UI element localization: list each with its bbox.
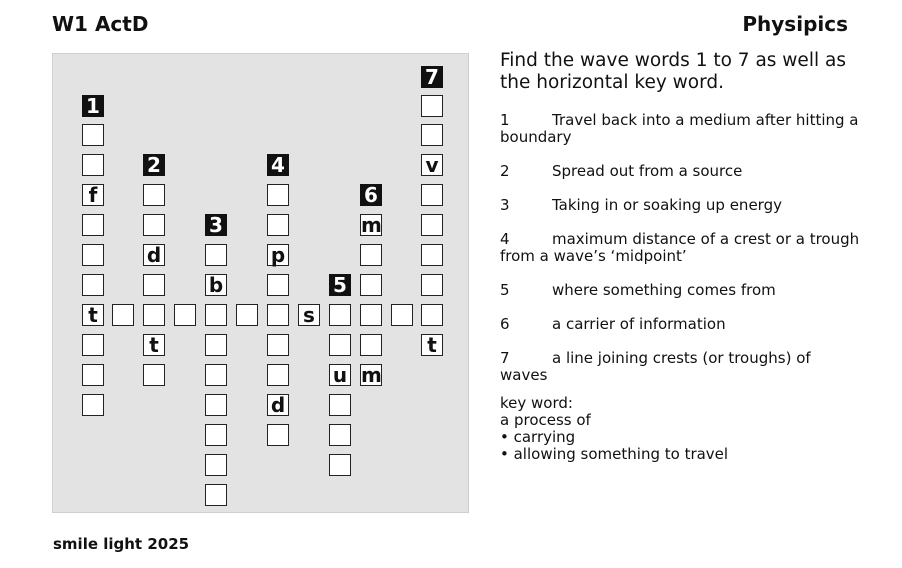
- clue-number: 1: [500, 111, 510, 129]
- crossword-cell[interactable]: [143, 364, 165, 386]
- crossword-cell[interactable]: b: [205, 274, 227, 296]
- crossword-cell[interactable]: [329, 394, 351, 416]
- key-word-line: a process of: [500, 411, 591, 429]
- crossword-cell[interactable]: [360, 334, 382, 356]
- crossword-cell[interactable]: [267, 304, 289, 326]
- crossword-cell[interactable]: [267, 364, 289, 386]
- crossword-cell[interactable]: [82, 124, 104, 146]
- crossword-cell[interactable]: [329, 454, 351, 476]
- crossword-cell[interactable]: d: [267, 394, 289, 416]
- clue-number-label: 3: [205, 214, 227, 236]
- key-word-clue: [500, 395, 860, 463]
- clue-item: [500, 316, 860, 333]
- key-word-title: key word:: [500, 394, 573, 412]
- crossword-cell[interactable]: t: [82, 304, 104, 326]
- crossword-cell[interactable]: m: [361, 363, 382, 387]
- clue-number-label: 2: [143, 154, 165, 176]
- crossword-cell[interactable]: v: [421, 154, 443, 176]
- crossword-cell[interactable]: [391, 304, 413, 326]
- crossword-cell[interactable]: [360, 304, 382, 326]
- crossword-cell[interactable]: [329, 304, 351, 326]
- footer-credit: smile light 2025: [53, 535, 190, 553]
- crossword-cell[interactable]: [205, 334, 227, 356]
- crossword-cell[interactable]: [267, 274, 289, 296]
- clue-number-label: 5: [329, 274, 351, 296]
- clue-item: [500, 282, 860, 299]
- crossword-cell[interactable]: [174, 304, 196, 326]
- crossword-cell[interactable]: [82, 274, 104, 296]
- clue-number: 2: [500, 162, 510, 180]
- crossword-cell[interactable]: [267, 424, 289, 446]
- crossword-cell[interactable]: d: [143, 244, 165, 266]
- clue-list: [500, 112, 860, 384]
- crossword-cell[interactable]: [421, 184, 443, 206]
- crossword-cell[interactable]: [82, 394, 104, 416]
- clue-number: 6: [500, 315, 510, 333]
- crossword-cell[interactable]: [205, 244, 227, 266]
- worksheet-code: W1 ActD: [52, 12, 149, 36]
- clue-text: where something comes from: [552, 281, 776, 299]
- crossword-cell[interactable]: p: [267, 244, 289, 266]
- clue-item: [500, 197, 860, 214]
- clue-number-label: 4: [267, 154, 289, 176]
- crossword-cell[interactable]: [421, 274, 443, 296]
- crossword-cell[interactable]: [267, 184, 289, 206]
- crossword-grid: [52, 53, 469, 513]
- crossword-cell[interactable]: [421, 214, 443, 236]
- clue-number-label: 1: [82, 95, 104, 117]
- crossword-cell[interactable]: [360, 244, 382, 266]
- crossword-cell[interactable]: [82, 334, 104, 356]
- crossword-cell[interactable]: [267, 214, 289, 236]
- clue-item: [500, 163, 860, 180]
- clue-item: [500, 231, 860, 265]
- clue-number: 4: [500, 230, 510, 248]
- key-word-line: • carrying: [500, 428, 576, 446]
- crossword-cell[interactable]: [82, 364, 104, 386]
- clue-item: [500, 350, 860, 384]
- clue-item: [500, 112, 860, 146]
- crossword-cell[interactable]: s: [298, 304, 320, 326]
- crossword-cell[interactable]: [236, 304, 258, 326]
- key-word-line: • allowing something to travel: [500, 445, 729, 463]
- crossword-cell[interactable]: [112, 304, 134, 326]
- crossword-cell[interactable]: [205, 484, 227, 506]
- clue-text: Spread out from a source: [552, 162, 743, 180]
- crossword-cell[interactable]: [143, 214, 165, 236]
- crossword-cell[interactable]: t: [143, 334, 165, 356]
- crossword-cell[interactable]: [205, 394, 227, 416]
- crossword-cell[interactable]: [360, 274, 382, 296]
- clue-number: 5: [500, 281, 510, 299]
- crossword-cell[interactable]: [205, 454, 227, 476]
- clue-text: Taking in or soaking up energy: [552, 196, 782, 214]
- clue-text: a line joining crests (or troughs) of waves: [500, 349, 811, 384]
- clue-number: 3: [500, 196, 510, 214]
- clue-text: a carrier of information: [552, 315, 726, 333]
- clue-number-label: 6: [360, 184, 382, 206]
- crossword-cell[interactable]: [421, 124, 443, 146]
- instructions: Find the wave words 1 to 7 as well as the horizontal key word.: [500, 50, 846, 93]
- crossword-cell[interactable]: [82, 154, 104, 176]
- crossword-cell[interactable]: [82, 244, 104, 266]
- clue-number-label: 7: [421, 66, 443, 88]
- crossword-cell[interactable]: f: [82, 184, 104, 206]
- crossword-cell[interactable]: [143, 304, 165, 326]
- clue-number: 7: [500, 349, 510, 367]
- crossword-cell[interactable]: [143, 274, 165, 296]
- crossword-cell[interactable]: [421, 95, 443, 117]
- crossword-cell[interactable]: [329, 334, 351, 356]
- clue-text: Travel back into a medium after hitting a boundary: [500, 111, 859, 146]
- crossword-cell[interactable]: [267, 334, 289, 356]
- clue-panel: [500, 50, 860, 463]
- crossword-cell[interactable]: [421, 244, 443, 266]
- crossword-cell[interactable]: t: [421, 334, 443, 356]
- crossword-cell[interactable]: [205, 304, 227, 326]
- brand-title: Physipics: [742, 12, 848, 36]
- crossword-cell[interactable]: [329, 424, 351, 446]
- crossword-cell[interactable]: m: [361, 213, 382, 237]
- crossword-cell[interactable]: [421, 304, 443, 326]
- clue-text: maximum distance of a crest or a trough from a wave’s ‘midpoint’: [500, 230, 860, 265]
- crossword-cell[interactable]: [205, 364, 227, 386]
- crossword-cell[interactable]: [143, 184, 165, 206]
- crossword-cell[interactable]: u: [329, 364, 351, 386]
- crossword-cell[interactable]: [82, 214, 104, 236]
- crossword-cell[interactable]: [205, 424, 227, 446]
